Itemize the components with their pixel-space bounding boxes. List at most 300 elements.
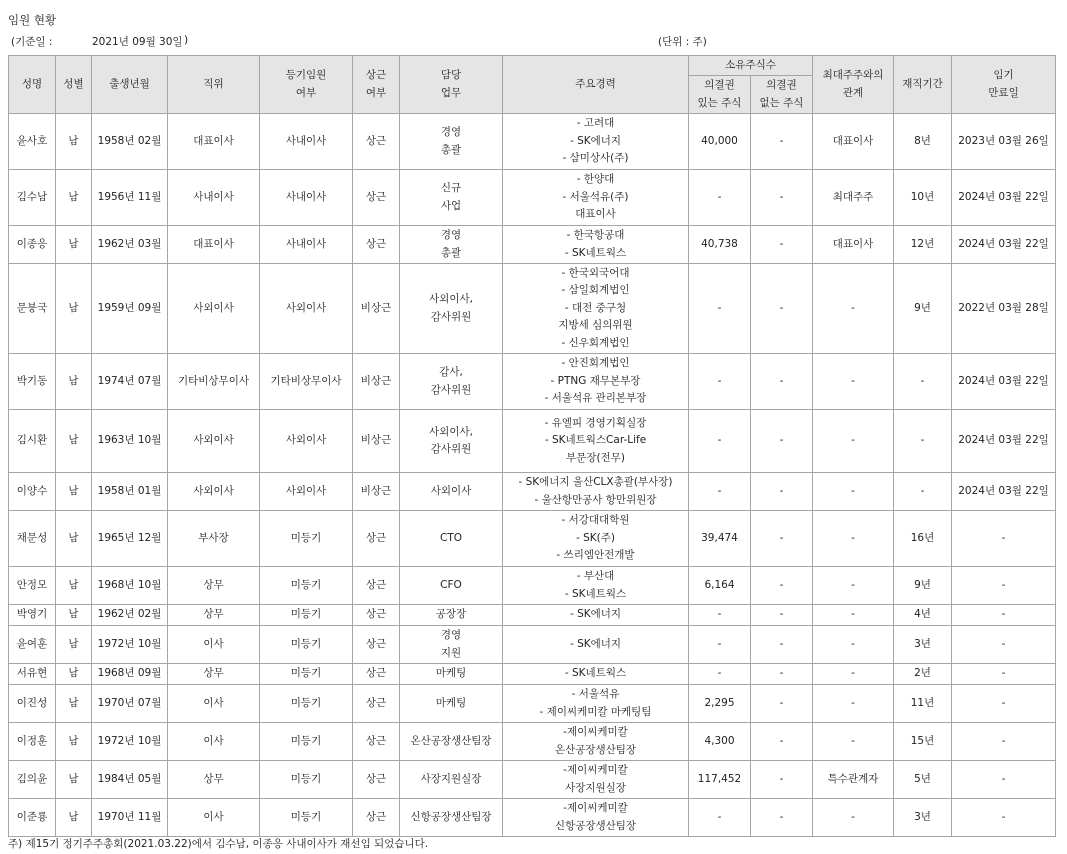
- cell-relation: -: [813, 473, 894, 511]
- cell-career: [503, 626, 689, 664]
- cell-voting-shares: -: [689, 664, 751, 685]
- cell-career: [503, 410, 689, 473]
- cell-career-line: 사장지원실장: [565, 781, 626, 794]
- cell-tenure: 8년: [894, 114, 952, 170]
- cell-gender: 남: [56, 799, 92, 837]
- cell-relation: -: [813, 799, 894, 837]
- cell-career: [503, 226, 689, 264]
- cell-registered: [260, 511, 353, 567]
- cell-term-end: 2022년 03월 28일: [952, 264, 1056, 354]
- cell-voting-shares: 117,452: [689, 761, 751, 799]
- cell-tenure: 11년: [894, 685, 952, 723]
- cell-position-line: 이사: [203, 696, 224, 709]
- cell-name: 김시환: [9, 410, 56, 473]
- table-row: [9, 511, 1056, 567]
- cell-position: [168, 626, 260, 664]
- cell-tenure: -: [894, 354, 952, 410]
- cell-voting-shares: -: [689, 626, 751, 664]
- cell-career-line: -제이씨케미칼: [563, 764, 628, 776]
- cell-registered: [260, 605, 353, 626]
- cell-career-line: - 부산대: [576, 570, 615, 582]
- cell-position: [168, 567, 260, 605]
- cell-registered: [260, 723, 353, 761]
- cell-voting-shares: 39,474: [689, 511, 751, 567]
- base-date-value: 2021년 09월 30일: [92, 36, 183, 48]
- table-row: [9, 723, 1056, 761]
- cell-position: [168, 511, 260, 567]
- cell-nonvoting-shares: -: [751, 226, 813, 264]
- cell-birth: 1958년 02월: [92, 114, 168, 170]
- cell-career-line: - 울산항만공사 항만위원장: [534, 493, 657, 506]
- cell-career-line: - 한국항공대: [566, 229, 625, 241]
- cell-duty-line: CFO: [440, 578, 462, 591]
- header-shares-group: 소유주식수: [689, 56, 813, 76]
- cell-position: [168, 799, 260, 837]
- cell-position-line: 상무: [203, 578, 224, 591]
- cell-position-line: 이사: [203, 734, 224, 747]
- cell-position-line: 사외이사: [193, 434, 234, 447]
- cell-career: [503, 799, 689, 837]
- table-row: [9, 664, 1056, 685]
- cell-registered: [260, 799, 353, 837]
- cell-career: [503, 685, 689, 723]
- cell-name: 이정훈: [9, 723, 56, 761]
- cell-duty-line: 총괄: [440, 246, 462, 259]
- cell-career-line: - SK(주): [575, 531, 615, 544]
- cell-registered: [260, 626, 353, 664]
- cell-nonvoting-shares: -: [751, 264, 813, 354]
- cell-gender: 남: [56, 664, 92, 685]
- cell-birth: 1958년 01월: [92, 473, 168, 511]
- cell-gender: 남: [56, 723, 92, 761]
- cell-duty: [400, 799, 503, 837]
- cell-registered-line: 사내이사: [285, 134, 327, 147]
- cell-career-line: - 서울석유(주): [562, 190, 629, 203]
- cell-name: 이양수: [9, 473, 56, 511]
- header-tenure: 재직기간: [894, 56, 952, 114]
- cell-duty: [400, 664, 503, 685]
- cell-relation: -: [813, 354, 894, 410]
- cell-voting-shares: -: [689, 473, 751, 511]
- header-term-end-line: 임기: [993, 69, 1014, 81]
- cell-relation: -: [813, 685, 894, 723]
- cell-fulltime: 상근: [353, 567, 400, 605]
- cell-career-line: 부문장(전무): [566, 451, 625, 464]
- cell-fulltime: 상근: [353, 685, 400, 723]
- cell-voting-shares: -: [689, 799, 751, 837]
- base-date-label: (기준일 :: [11, 36, 53, 48]
- cell-registered: [260, 664, 353, 685]
- cell-duty-line: 온산공장생산팀장: [410, 734, 492, 747]
- cell-career-line: - SK네트웍스: [564, 246, 627, 259]
- table-row: [9, 799, 1056, 837]
- table-row: [9, 473, 1056, 511]
- cell-voting-shares: -: [689, 264, 751, 354]
- cell-nonvoting-shares: -: [751, 114, 813, 170]
- cell-fulltime: 상근: [353, 226, 400, 264]
- cell-registered: [260, 114, 353, 170]
- cell-career: [503, 170, 689, 226]
- cell-gender: 남: [56, 567, 92, 605]
- cell-career-line: - SK에너지: [569, 134, 622, 147]
- footnote: 주) 제15기 정기주주총회(2021.03.22)에서 김수남, 이종응 사내이사가 재선임 되었습니다.: [8, 838, 429, 850]
- cell-term-end: 2024년 03월 22일: [952, 410, 1056, 473]
- cell-tenure: -: [894, 473, 952, 511]
- cell-tenure: 10년: [894, 170, 952, 226]
- cell-career-line: - 삼미상사(주): [562, 152, 629, 165]
- cell-relation: -: [813, 626, 894, 664]
- page-title: 임원 현황: [8, 13, 57, 27]
- header-fulltime-line: 여부: [365, 86, 387, 99]
- cell-voting-shares: 40,000: [689, 114, 751, 170]
- cell-duty-line: 감사위원: [430, 383, 472, 396]
- table-meta: [8, 34, 1058, 48]
- cell-tenure: 15년: [894, 723, 952, 761]
- cell-duty-line: 경영: [440, 629, 462, 641]
- cell-position-line: 대표이사: [193, 237, 234, 250]
- table-row: [9, 685, 1056, 723]
- cell-career-line: - 안진회계법인: [561, 357, 630, 370]
- cell-voting-shares: -: [689, 605, 751, 626]
- cell-fulltime: 상근: [353, 170, 400, 226]
- cell-registered: [260, 410, 353, 473]
- cell-relation: 특수관계자: [813, 761, 894, 799]
- cell-relation: -: [813, 605, 894, 626]
- cell-relation: -: [813, 511, 894, 567]
- cell-name: 김의윤: [9, 761, 56, 799]
- cell-birth: 1965년 12월: [92, 511, 168, 567]
- cell-position-line: 대표이사: [193, 134, 234, 147]
- cell-position-line: 이사: [203, 637, 224, 650]
- cell-fulltime: 비상근: [353, 354, 400, 410]
- cell-registered-line: 사내이사: [285, 237, 327, 250]
- cell-duty-line: 감사위원: [430, 443, 472, 455]
- header-relation-line: 최대주주와의: [822, 69, 884, 81]
- cell-fulltime: 상근: [353, 114, 400, 170]
- cell-nonvoting-shares: -: [751, 605, 813, 626]
- cell-duty: [400, 761, 503, 799]
- cell-relation: -: [813, 410, 894, 473]
- cell-term-end: -: [952, 761, 1056, 799]
- table-row: [9, 226, 1056, 264]
- unit-label: (단위 : 주): [658, 36, 707, 48]
- cell-term-end: -: [952, 626, 1056, 664]
- cell-career-line: - SK에너지 울산CLX총괄(부사장): [518, 476, 673, 488]
- cell-duty: [400, 354, 503, 410]
- table-row: [9, 567, 1056, 605]
- cell-term-end: -: [952, 664, 1056, 685]
- cell-voting-shares: -: [689, 410, 751, 473]
- cell-registered-line: 미등기: [290, 772, 322, 785]
- cell-career-line: - 삼일회계법인: [561, 284, 630, 297]
- cell-name: 채문성: [9, 511, 56, 567]
- cell-career: [503, 567, 689, 605]
- cell-position-line: 이사: [203, 810, 224, 823]
- header-term-end: [952, 56, 1056, 114]
- cell-birth: 1970년 07월: [92, 685, 168, 723]
- table-row: [9, 410, 1056, 473]
- cell-registered-line: 사외이사: [285, 301, 327, 314]
- cell-career-line: - 서울석유: [571, 688, 620, 700]
- cell-birth: 1962년 03월: [92, 226, 168, 264]
- cell-registered: [260, 761, 353, 799]
- cell-career-line: - 유엘피 경영기획실장: [544, 416, 647, 429]
- cell-registered-line: 미등기: [290, 637, 322, 650]
- cell-birth: 1963년 10월: [92, 410, 168, 473]
- cell-position-line: 사내이사: [193, 190, 234, 203]
- cell-nonvoting-shares: -: [751, 799, 813, 837]
- cell-duty-line: 신항공장생산팀장: [410, 810, 492, 823]
- cell-name: 김수남: [9, 170, 56, 226]
- cell-birth: 1972년 10월: [92, 723, 168, 761]
- cell-duty-line: 사외이사: [430, 484, 472, 497]
- cell-duty: [400, 626, 503, 664]
- header-nonvoting-line: 없는 주식: [759, 96, 804, 109]
- cell-career: [503, 664, 689, 685]
- cell-relation: -: [813, 264, 894, 354]
- cell-career-line: - 제이씨케미칼 마케팅팀: [539, 705, 652, 718]
- cell-duty-line: 사장지원실장: [420, 772, 482, 785]
- cell-registered-line: 사외이사: [285, 434, 327, 447]
- cell-registered: [260, 473, 353, 511]
- cell-registered-line: 미등기: [290, 531, 322, 544]
- header-fulltime: [353, 56, 400, 114]
- cell-term-end: -: [952, 799, 1056, 837]
- cell-nonvoting-shares: -: [751, 354, 813, 410]
- header-birth: 출생년월: [92, 56, 168, 114]
- cell-gender: 남: [56, 226, 92, 264]
- cell-career-line: - 대전 중구청: [564, 301, 627, 314]
- cell-career-line: - 쓰리엠안전개발: [556, 549, 635, 562]
- cell-career: [503, 605, 689, 626]
- cell-career-line: - PTNG 재무본부장: [550, 374, 641, 387]
- cell-duty: [400, 723, 503, 761]
- cell-duty: [400, 226, 503, 264]
- cell-relation: -: [813, 664, 894, 685]
- header-gender: 성별: [56, 56, 92, 114]
- cell-voting-shares: 4,300: [689, 723, 751, 761]
- cell-position-line: 부사장: [198, 531, 229, 544]
- cell-duty-line: 감사,: [439, 366, 463, 378]
- cell-gender: 남: [56, 605, 92, 626]
- cell-career: [503, 511, 689, 567]
- cell-career-line: - 한국외국어대: [561, 266, 630, 279]
- cell-duty: [400, 567, 503, 605]
- cell-duty-line: 신규: [440, 182, 462, 194]
- cell-relation: 최대주주: [813, 170, 894, 226]
- cell-position: [168, 114, 260, 170]
- cell-registered-line: 기타비상무이사: [270, 374, 342, 387]
- header-position-line: 직위: [203, 77, 224, 90]
- cell-birth: 1962년 02월: [92, 605, 168, 626]
- cell-position: [168, 723, 260, 761]
- cell-registered: [260, 354, 353, 410]
- cell-career: [503, 264, 689, 354]
- cell-birth: 1956년 11월: [92, 170, 168, 226]
- cell-position-line: 상무: [203, 667, 224, 680]
- cell-registered: [260, 170, 353, 226]
- cell-term-end: -: [952, 511, 1056, 567]
- table-row: [9, 626, 1056, 664]
- cell-gender: 남: [56, 626, 92, 664]
- cell-duty-line: 지원: [440, 646, 462, 659]
- cell-registered-line: 사외이사: [285, 484, 327, 497]
- table-row: [9, 761, 1056, 799]
- cell-tenure: 3년: [894, 626, 952, 664]
- header-voting-line: 의결권: [704, 79, 735, 91]
- cell-tenure: 16년: [894, 511, 952, 567]
- cell-birth: 1972년 10월: [92, 626, 168, 664]
- cell-birth: 1968년 09월: [92, 664, 168, 685]
- cell-registered: [260, 264, 353, 354]
- cell-gender: 남: [56, 685, 92, 723]
- cell-birth: 1968년 10월: [92, 567, 168, 605]
- table-row: [9, 264, 1056, 354]
- cell-voting-shares: -: [689, 170, 751, 226]
- cell-voting-shares: -: [689, 354, 751, 410]
- cell-career-line: - SK네트웍스Car-Life: [544, 434, 647, 447]
- cell-nonvoting-shares: -: [751, 761, 813, 799]
- cell-tenure: 5년: [894, 761, 952, 799]
- cell-career-line: - 서울석유 관리본부장: [544, 392, 647, 405]
- header-term-end-line: 만료일: [988, 86, 1019, 99]
- cell-term-end: 2023년 03월 26일: [952, 114, 1056, 170]
- header-relation: [813, 56, 894, 114]
- cell-duty: [400, 511, 503, 567]
- cell-name: 박기동: [9, 354, 56, 410]
- cell-fulltime: 상근: [353, 605, 400, 626]
- cell-registered: [260, 567, 353, 605]
- cell-tenure: 12년: [894, 226, 952, 264]
- cell-position-line: 기타비상무이사: [177, 374, 249, 387]
- cell-registered-line: 미등기: [290, 696, 322, 709]
- cell-nonvoting-shares: -: [751, 723, 813, 761]
- cell-nonvoting-shares: -: [751, 511, 813, 567]
- cell-duty-line: 마케팅: [435, 696, 467, 709]
- cell-nonvoting-shares: -: [751, 626, 813, 664]
- cell-duty: [400, 114, 503, 170]
- cell-name: 윤여훈: [9, 626, 56, 664]
- cell-position-line: 사외이사: [193, 484, 234, 497]
- header-voting-shares: [689, 76, 751, 114]
- cell-name: 이종응: [9, 226, 56, 264]
- cell-career-line: - 신우회계법인: [561, 336, 630, 349]
- cell-fulltime: 비상근: [353, 264, 400, 354]
- cell-fulltime: 비상근: [353, 410, 400, 473]
- cell-registered-line: 사내이사: [285, 190, 327, 203]
- cell-gender: 남: [56, 170, 92, 226]
- cell-term-end: 2024년 03월 22일: [952, 170, 1056, 226]
- cell-term-end: 2024년 03월 22일: [952, 354, 1056, 410]
- cell-position: [168, 410, 260, 473]
- cell-career: [503, 723, 689, 761]
- table-row: [9, 114, 1056, 170]
- header-career: 주요경력: [503, 56, 689, 114]
- cell-duty-line: 마케팅: [435, 667, 467, 680]
- cell-term-end: -: [952, 685, 1056, 723]
- cell-nonvoting-shares: -: [751, 685, 813, 723]
- header-nonvoting-shares: [751, 76, 813, 114]
- header-duty-line: 업무: [440, 86, 462, 99]
- cell-tenure: -: [894, 410, 952, 473]
- cell-registered-line: 미등기: [290, 608, 322, 621]
- cell-relation: 대표이사: [813, 226, 894, 264]
- header-registered: [260, 56, 353, 114]
- cell-fulltime: 비상근: [353, 473, 400, 511]
- cell-position: [168, 354, 260, 410]
- cell-voting-shares: 2,295: [689, 685, 751, 723]
- cell-career: [503, 114, 689, 170]
- cell-position-line: 상무: [203, 608, 224, 621]
- cell-birth: 1970년 11월: [92, 799, 168, 837]
- cell-career-line: - SK에너지: [569, 637, 622, 650]
- cell-tenure: 3년: [894, 799, 952, 837]
- cell-name: 안정모: [9, 567, 56, 605]
- cell-career: [503, 473, 689, 511]
- cell-duty-line: 사외이사,: [429, 293, 473, 305]
- cell-duty-line: 공장장: [435, 608, 467, 621]
- cell-duty-line: 사외이사,: [429, 425, 473, 438]
- cell-name: 박영기: [9, 605, 56, 626]
- header-name: 성명: [9, 56, 56, 114]
- cell-duty: [400, 410, 503, 473]
- cell-registered-line: 미등기: [290, 667, 322, 680]
- cell-career-line: -제이씨케미칼: [563, 726, 628, 738]
- cell-career-line: - 고려대: [576, 117, 615, 130]
- cell-position: [168, 664, 260, 685]
- cell-nonvoting-shares: -: [751, 664, 813, 685]
- cell-nonvoting-shares: -: [751, 473, 813, 511]
- cell-term-end: -: [952, 567, 1056, 605]
- cell-gender: 남: [56, 354, 92, 410]
- cell-nonvoting-shares: -: [751, 567, 813, 605]
- table-row: [9, 170, 1056, 226]
- cell-career-line: - 한양대: [576, 173, 615, 186]
- cell-position: [168, 264, 260, 354]
- cell-nonvoting-shares: -: [751, 410, 813, 473]
- cell-position: [168, 685, 260, 723]
- cell-position: [168, 761, 260, 799]
- cell-fulltime: 상근: [353, 626, 400, 664]
- cell-career-line: - SK네트웍스: [564, 587, 627, 600]
- cell-gender: 남: [56, 761, 92, 799]
- cell-tenure: 9년: [894, 264, 952, 354]
- cell-duty-line: 경영: [440, 126, 462, 138]
- cell-fulltime: 상근: [353, 664, 400, 685]
- executives-table: [8, 55, 1056, 837]
- cell-nonvoting-shares: -: [751, 170, 813, 226]
- cell-duty: [400, 264, 503, 354]
- cell-name: 이준룡: [9, 799, 56, 837]
- cell-term-end: 2024년 03월 22일: [952, 473, 1056, 511]
- cell-registered: [260, 685, 353, 723]
- header-registered-line: 등기임원: [285, 69, 327, 81]
- cell-name: 이진성: [9, 685, 56, 723]
- cell-position: [168, 473, 260, 511]
- cell-duty-line: 총괄: [440, 143, 462, 156]
- header-duty-line: 담당: [440, 69, 462, 81]
- cell-registered: [260, 226, 353, 264]
- header-fulltime-line: 상근: [365, 69, 387, 81]
- header-position: [168, 56, 260, 114]
- cell-fulltime: 상근: [353, 723, 400, 761]
- cell-birth: 1984년 05월: [92, 761, 168, 799]
- cell-relation: 대표이사: [813, 114, 894, 170]
- cell-duty: [400, 605, 503, 626]
- header-nonvoting-line: 의결권: [766, 79, 797, 91]
- cell-registered-line: 미등기: [290, 810, 322, 823]
- table-row: [9, 354, 1056, 410]
